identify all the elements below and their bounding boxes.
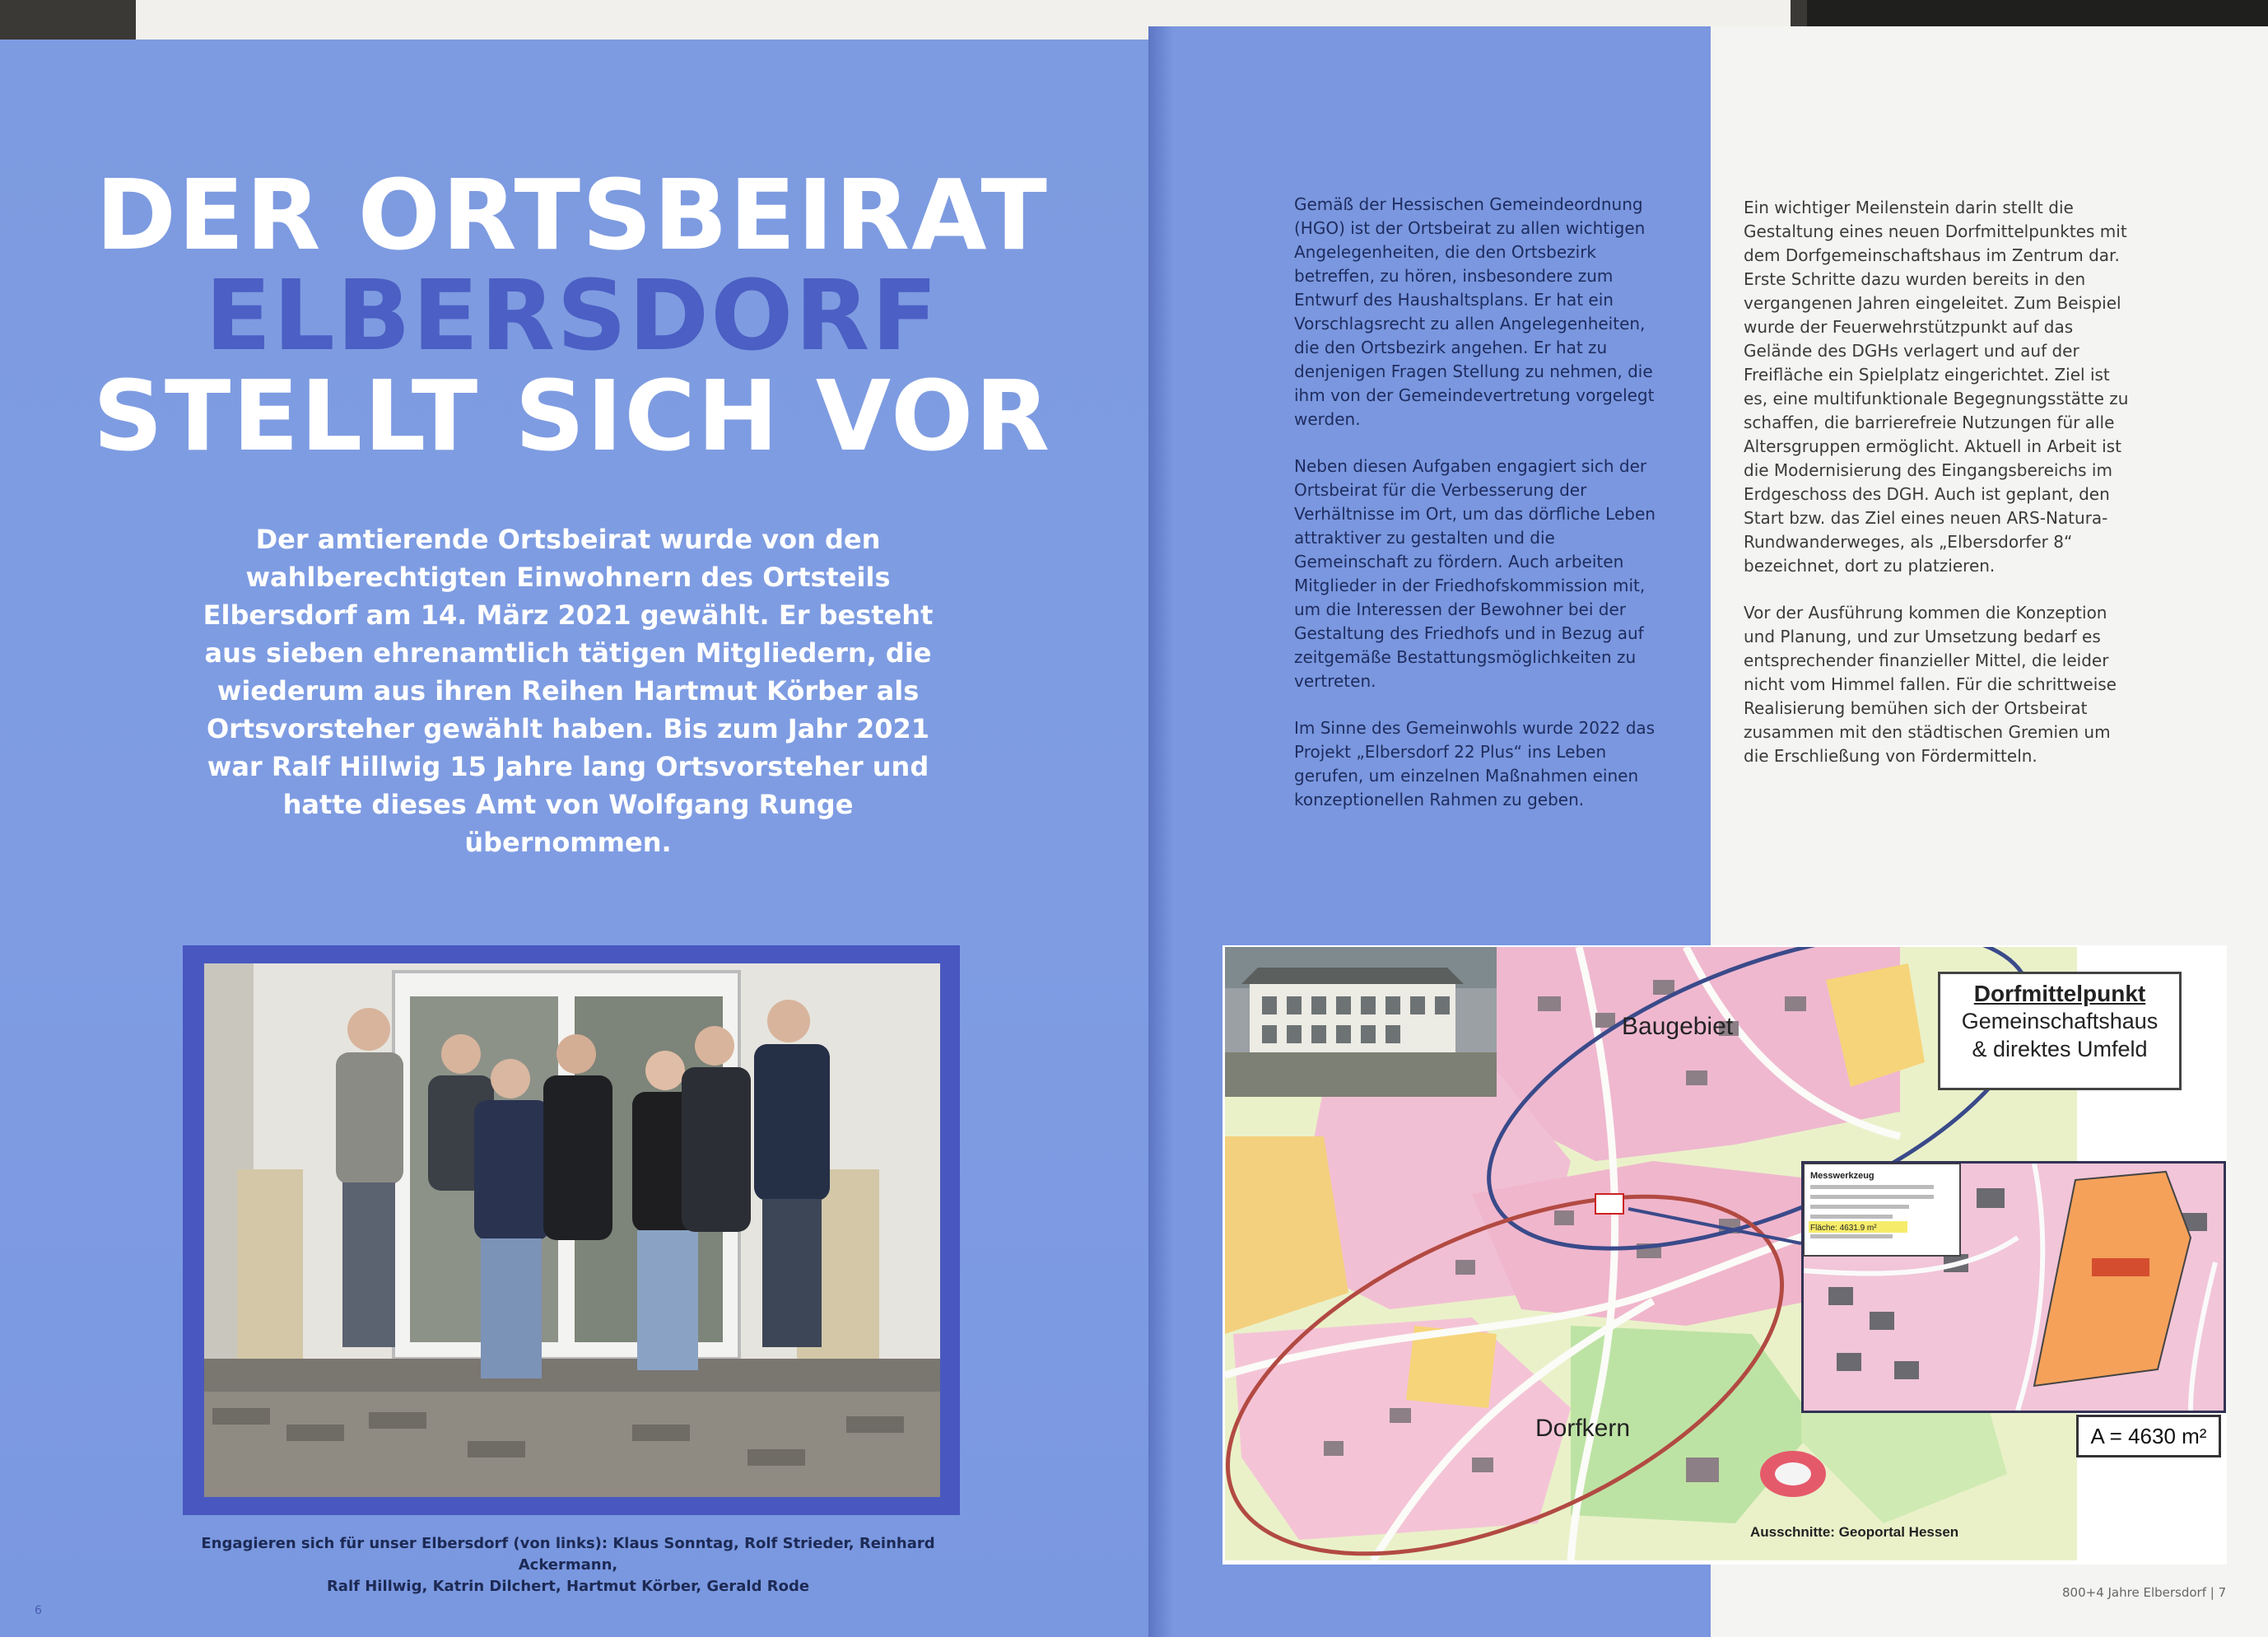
detail-map	[1801, 1161, 2226, 1413]
community-house-illustration	[1225, 947, 1497, 1097]
title-line-2: ELBERSDORF	[205, 259, 939, 372]
group-photo	[204, 963, 940, 1497]
building-photo	[1225, 947, 1497, 1097]
text-column-1	[1294, 193, 1673, 835]
measure-title: Messwerkzeug	[1810, 1171, 1874, 1181]
legend-title: Dorfmittelpunkt	[1973, 981, 2146, 1006]
column-2-paragraph-2: Vor der Ausführung kommen die Konzeption und Planung, und zur Umsetzung bedarf es entsprechender finanzieller Mittel, die leider nicht vom Himmel fallen. Für die schrittweise Realisierung bemühen sich der Ortsbeirat zusammen mit den städtischen Gremien um die Erschließung von Fördermitteln.	[1744, 603, 2117, 766]
page-number-left: 6	[35, 1604, 42, 1617]
area-label: A = 4630 m²	[2076, 1415, 2221, 1457]
map-label-dorfkern: Dorfkern	[1535, 1415, 1631, 1442]
map-source: Ausschnitte: Geoportal Hessen	[1750, 1524, 1959, 1540]
measure-area: Fläche: 4631.9 m²	[1810, 1224, 1877, 1233]
caption-line-1: Engagieren sich für unser Elbersdorf (von links): Klaus Sonntag, Rolf Strieder, Reinhard Ackermann,	[201, 1535, 935, 1574]
page-footer-right: 800+4 Jahre Elbersdorf | 7	[2062, 1585, 2227, 1600]
photo-caption	[181, 1533, 955, 1597]
title-line-1: DER ORTSBEIRAT	[95, 158, 1049, 272]
title-line-3: STELLT SICH VOR	[92, 359, 1052, 473]
caption-line-2: Ralf Hillwig, Katrin Dilchert, Hartmut Körber, Gerald Rode	[326, 1578, 810, 1595]
column-2-paragraph-1: Ein wichtiger Meilenstein darin stellt die Gestaltung eines neuen Dorfmittelpunktes mit dem Dorfgemeinschaftshaus im Zentrum dar. Erste Schritte dazu wurden bereits in den vergangenen Jahren eingeleitet. Zum Beispiel wurde der Feuerwehrstützpunkt auf das Gelände des DGHs verlagert und auf der Freifläche ein Spielplatz eingerichtet. Ziel ist es, eine multifunktionale Begegnungsstätte zu schaffen, die barrierefreie Nutzungen für alle Altersgruppen ermöglicht. Aktuell in Arbeit ist die Modernisierung des Eingangsbereichs im Erdgeschoss des DGH. Auch ist geplant, den Start bzw. das Ziel eines neuen ARS-Natura-Rundwanderweges, als „Elbersdorfer 8“ bezeichnet, dort zu platzieren.	[1744, 198, 2129, 576]
column-1-paragraph-1: Gemäß der Hessischen Gemeindeordnung (HGO) ist der Ortsbeirat zu allen wichtigen Angelegenheiten, die den Ortsbezirk betreffen, zu hören, insbesondere zum Entwurf des Haushaltsplans. Er hat ein Vorschlagsrecht zu allen Angelegenheiten, die den Ortsbezirk angehen. Er hat zu denjenigen Fragen Stellung zu nehmen, die ihm von der Gemeindevertretung vorgelegt werden.	[1294, 194, 1655, 429]
legend-box	[1938, 972, 2182, 1090]
column-1-paragraph-2: Neben diesen Aufgaben engagiert sich der Ortsbeirat für die Verbesserung der Verhältnisse im Ort, um das dörfliche Leben attraktiver zu gestalten und die Gemeinschaft zu fördern. Auch arbeiten Mitglieder in der Friedhofskommission mit, um die Interessen der Bewohner bei der Gestaltung des Friedhofs und in Bezug auf zeitgemäße Bestattungsmöglichkeiten zu vertreten.	[1294, 456, 1656, 691]
group-photo-illustration	[204, 963, 940, 1497]
legend-line-2: & direktes Umfeld	[1972, 1037, 2148, 1061]
legend-line-1: Gemeinschaftshaus	[1961, 1009, 2159, 1033]
text-column-2	[1744, 196, 2131, 791]
column-1-paragraph-3: Im Sinne des Gemeinwohls wurde 2022 das Projekt „Elbersdorf 22 Plus“ ins Leben gerufen, um einzelnen Maßnahmen einen konzeptionellen Rahmen zu geben.	[1294, 718, 1656, 809]
map-label-baugebiet: Baugebiet	[1622, 1013, 1734, 1040]
page-title	[0, 158, 1144, 473]
intro-paragraph: Der amtierende Ortsbeirat wurde von den wahlberechtigten Einwohnern des Ortsteils Elbersdorf am 14. März 2021 gewählt. Er besteht aus sieben ehrenamtlich tätigen Mitgliedern, die wiederum aus ihren Reihen Hartmut Körber als Ortsvorsteher gewählt haben. Bis zum Jahr 2021 war Ralf Hillwig 15 Jahre lang Ortsvorsteher und hatte dieses Amt von Wolfgang Runge übernommen.	[203, 524, 934, 858]
detail-map-illustration	[1804, 1164, 2224, 1411]
